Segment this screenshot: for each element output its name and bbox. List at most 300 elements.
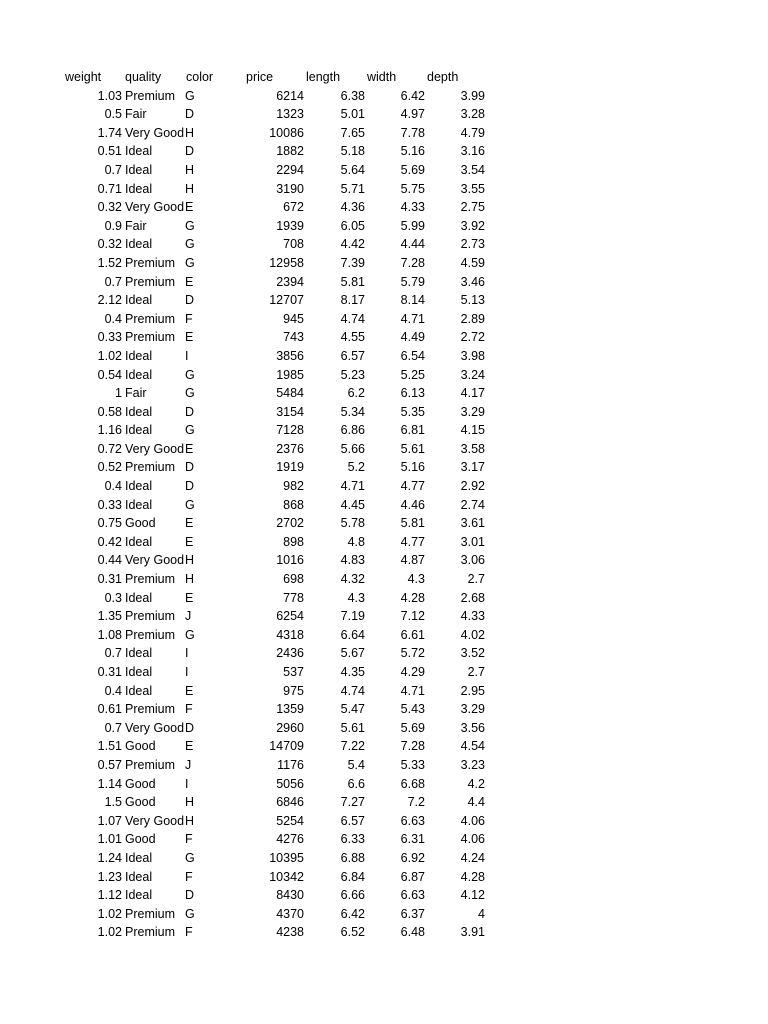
color-cell: G	[185, 218, 195, 233]
depth-cell: 3.29	[460, 404, 485, 419]
price-cell: 1985	[276, 367, 304, 382]
weight-cell: 1.03	[97, 88, 122, 103]
color-cell: H	[185, 572, 195, 587]
price-cell: 708	[283, 237, 304, 252]
table-row	[0, 254, 768, 273]
price-cell: 5254	[276, 813, 304, 828]
depth-cell: 4.4	[467, 795, 485, 810]
color-cell: H	[185, 125, 195, 140]
color-cell: D	[185, 460, 195, 475]
depth-cell: 2.89	[460, 311, 485, 326]
price-cell: 2294	[276, 162, 304, 177]
price-cell: 698	[283, 572, 304, 587]
table-row	[0, 124, 768, 143]
table-row	[0, 644, 768, 663]
price-cell: 4318	[276, 627, 304, 642]
width-cell: 4.44	[400, 237, 425, 252]
table-row	[0, 161, 768, 180]
depth-cell: 3.56	[460, 720, 485, 735]
weight-cell: 0.42	[97, 534, 122, 549]
weight-cell: 0.52	[97, 460, 122, 475]
table-row	[0, 775, 768, 794]
depth-cell: 3.99	[460, 88, 485, 103]
width-cell: 5.69	[400, 720, 425, 735]
width-cell: 5.79	[400, 274, 425, 289]
depth-cell: 4.24	[460, 850, 485, 865]
depth-cell: 3.92	[460, 218, 485, 233]
price-cell: 975	[283, 683, 304, 698]
quality-cell: Good	[125, 795, 156, 810]
width-cell: 5.81	[400, 516, 425, 531]
depth-cell: 4	[478, 906, 485, 921]
width-cell: 6.13	[400, 386, 425, 401]
table-row	[0, 328, 768, 347]
quality-cell: Premium	[125, 906, 176, 921]
depth-cell: 3.61	[460, 516, 485, 531]
width-cell: 4.77	[400, 479, 425, 494]
width-cell: 5.43	[400, 702, 425, 717]
table-row	[0, 440, 768, 459]
header-quality: quality	[125, 70, 162, 84]
depth-cell: 3.98	[460, 348, 485, 363]
width-cell: 5.72	[400, 646, 425, 661]
header-width: width	[367, 70, 397, 84]
price-cell: 5484	[276, 386, 304, 401]
length-cell: 4.42	[340, 237, 365, 252]
color-cell: D	[185, 107, 195, 122]
price-cell: 1882	[276, 144, 304, 159]
price-cell: 6254	[276, 609, 304, 624]
header-price: price	[246, 70, 274, 84]
width-cell: 4.46	[400, 497, 425, 512]
header-row	[0, 68, 768, 87]
length-cell: 6.88	[340, 850, 365, 865]
length-cell: 5.81	[340, 274, 365, 289]
price-cell: 10342	[269, 869, 304, 884]
length-cell: 5.34	[340, 404, 365, 419]
price-cell: 537	[283, 665, 304, 679]
table-row	[0, 663, 768, 682]
width-cell: 5.16	[400, 460, 425, 475]
price-cell: 5056	[276, 776, 304, 791]
weight-cell: 0.57	[97, 757, 122, 772]
quality-cell: Premium	[125, 88, 176, 103]
table-row	[0, 496, 768, 515]
length-cell: 5.61	[340, 720, 365, 735]
price-cell: 3856	[276, 348, 304, 363]
weight-cell: 0.32	[97, 200, 122, 215]
weight-cell: 0.7	[104, 162, 122, 177]
table-row	[0, 310, 768, 329]
quality-cell: Ideal	[125, 162, 153, 177]
depth-cell: 3.58	[460, 441, 485, 456]
color-cell: G	[185, 423, 195, 438]
color-cell: H	[185, 162, 195, 177]
weight-cell: 0.32	[97, 237, 122, 252]
weight-cell: 0.33	[97, 330, 122, 345]
price-cell: 1919	[276, 460, 304, 475]
color-cell: E	[185, 534, 194, 549]
header-length: length	[306, 70, 341, 84]
length-cell: 6.2	[347, 386, 365, 401]
weight-cell: 1.02	[97, 348, 122, 363]
depth-cell: 2.7	[467, 572, 485, 587]
width-cell: 5.33	[400, 757, 425, 772]
weight-cell: 1.51	[97, 739, 122, 754]
table-row	[0, 551, 768, 570]
price-cell: 4370	[276, 906, 304, 921]
color-cell: H	[185, 553, 195, 568]
width-cell: 6.87	[400, 869, 425, 884]
length-cell: 5.71	[340, 181, 365, 196]
price-cell: 2702	[276, 516, 304, 531]
depth-cell: 4.54	[460, 739, 485, 754]
table-row	[0, 923, 768, 942]
width-cell: 6.63	[400, 888, 425, 903]
table-row	[0, 458, 768, 477]
depth-cell: 2.95	[460, 683, 485, 698]
price-cell: 12958	[269, 255, 304, 270]
table-row	[0, 570, 768, 589]
color-cell: E	[185, 330, 194, 345]
depth-cell: 2.73	[460, 237, 485, 252]
quality-cell: Ideal	[125, 590, 153, 605]
depth-cell: 4.33	[460, 609, 485, 624]
color-cell: G	[185, 237, 195, 252]
table-row	[0, 105, 768, 124]
price-cell: 1359	[276, 702, 304, 717]
weight-cell: 0.31	[97, 665, 122, 679]
price-cell: 2376	[276, 441, 304, 456]
price-cell: 6846	[276, 795, 304, 810]
header-color: color	[186, 70, 214, 84]
weight-cell: 0.4	[104, 479, 122, 494]
table-row	[0, 830, 768, 849]
width-cell: 5.69	[400, 162, 425, 177]
quality-cell: Good	[125, 832, 156, 847]
color-cell: E	[185, 683, 194, 698]
length-cell: 5.2	[347, 460, 365, 475]
color-cell: D	[185, 720, 195, 735]
quality-cell: Good	[125, 516, 156, 531]
width-cell: 4.97	[400, 107, 425, 122]
table-row	[0, 87, 768, 106]
depth-cell: 3.54	[460, 162, 485, 177]
width-cell: 4.87	[400, 553, 425, 568]
quality-cell: Premium	[125, 311, 176, 326]
length-cell: 6.05	[340, 218, 365, 233]
length-cell: 5.78	[340, 516, 365, 531]
length-cell: 6.38	[340, 88, 365, 103]
length-cell: 4.3	[347, 590, 365, 605]
table-row	[0, 273, 768, 292]
quality-cell: Premium	[125, 757, 176, 772]
color-cell: F	[185, 832, 193, 847]
length-cell: 8.17	[340, 293, 365, 308]
depth-cell: 3.28	[460, 107, 485, 122]
depth-cell: 4.06	[460, 832, 485, 847]
weight-cell: 2.12	[97, 293, 122, 308]
table-row	[0, 180, 768, 199]
table-row	[0, 403, 768, 422]
header-depth: depth	[427, 70, 459, 84]
width-cell: 6.81	[400, 423, 425, 438]
length-cell: 4.45	[340, 497, 365, 512]
quality-cell: Premium	[125, 925, 176, 940]
width-cell: 7.2	[407, 795, 425, 810]
color-cell: D	[185, 404, 195, 419]
depth-cell: 3.01	[460, 534, 485, 549]
width-cell: 4.71	[400, 311, 425, 326]
quality-cell: Premium	[125, 627, 176, 642]
length-cell: 4.71	[340, 479, 365, 494]
price-cell: 3190	[276, 181, 304, 196]
depth-cell: 3.29	[460, 702, 485, 717]
table-row	[0, 626, 768, 645]
length-cell: 4.74	[340, 683, 365, 698]
color-cell: J	[185, 609, 192, 624]
weight-cell: 0.4	[104, 311, 122, 326]
color-cell: D	[185, 888, 195, 903]
color-cell: E	[185, 274, 194, 289]
weight-cell: 0.7	[104, 274, 122, 289]
width-cell: 7.78	[400, 125, 425, 140]
width-cell: 6.63	[400, 813, 425, 828]
price-cell: 898	[283, 534, 304, 549]
length-cell: 7.27	[340, 795, 365, 810]
length-cell: 6.84	[340, 869, 365, 884]
color-cell: E	[185, 200, 194, 215]
width-cell: 6.68	[400, 776, 425, 791]
color-cell: I	[185, 665, 189, 679]
length-cell: 7.65	[340, 125, 365, 140]
price-cell: 4238	[276, 925, 304, 940]
width-cell: 4.49	[400, 330, 425, 345]
price-cell: 2960	[276, 720, 304, 735]
length-cell: 6.57	[340, 813, 365, 828]
color-cell: F	[185, 925, 193, 940]
quality-cell: Ideal	[125, 497, 153, 512]
weight-cell: 1.16	[97, 423, 122, 438]
price-cell: 2436	[276, 646, 304, 661]
length-cell: 6.33	[340, 832, 365, 847]
width-cell: 6.37	[400, 906, 425, 921]
width-cell: 6.48	[400, 925, 425, 940]
weight-cell: 0.7	[104, 646, 122, 661]
price-cell: 868	[283, 497, 304, 512]
table-row	[0, 756, 768, 775]
width-cell: 4.33	[400, 200, 425, 215]
depth-cell: 2.72	[460, 330, 485, 345]
weight-cell: 0.31	[97, 572, 122, 587]
quality-cell: Ideal	[125, 237, 153, 252]
length-cell: 7.22	[340, 739, 365, 754]
depth-cell: 3.52	[460, 646, 485, 661]
weight-cell: 1.01	[97, 832, 122, 847]
price-cell: 7128	[276, 423, 304, 438]
width-cell: 6.31	[400, 832, 425, 847]
quality-cell: Fair	[125, 386, 147, 401]
depth-cell: 4.06	[460, 813, 485, 828]
length-cell: 6.6	[347, 776, 365, 791]
color-cell: E	[185, 739, 194, 754]
weight-cell: 0.75	[97, 516, 122, 531]
quality-cell: Very Good	[125, 720, 185, 735]
color-cell: G	[185, 906, 195, 921]
price-cell: 1176	[277, 757, 304, 772]
weight-cell: 1.08	[97, 627, 122, 642]
quality-cell: Ideal	[125, 888, 153, 903]
table-row	[0, 235, 768, 254]
color-cell: G	[185, 255, 195, 270]
length-cell: 5.66	[340, 441, 365, 456]
price-cell: 982	[283, 479, 304, 494]
table-row	[0, 217, 768, 236]
quality-cell: Very Good	[125, 813, 185, 828]
price-cell: 672	[283, 200, 304, 215]
price-cell: 12707	[269, 293, 304, 308]
table-row	[0, 421, 768, 440]
quality-cell: Ideal	[125, 367, 153, 382]
price-cell: 3154	[276, 404, 304, 419]
depth-cell: 3.46	[460, 274, 485, 289]
depth-cell: 4.59	[460, 255, 485, 270]
depth-cell: 3.23	[460, 757, 485, 772]
price-cell: 2394	[276, 274, 304, 289]
price-cell: 1939	[276, 218, 304, 233]
quality-cell: Premium	[125, 702, 176, 717]
depth-cell: 4.28	[460, 869, 485, 884]
table-row	[0, 607, 768, 626]
depth-cell: 3.55	[460, 181, 485, 196]
price-cell: 4276	[276, 832, 304, 847]
color-cell: H	[185, 795, 195, 810]
color-cell: I	[185, 776, 189, 791]
width-cell: 4.77	[400, 534, 425, 549]
quality-cell: Ideal	[125, 181, 153, 196]
color-cell: E	[185, 441, 194, 456]
weight-cell: 1.24	[97, 850, 122, 865]
quality-cell: Fair	[125, 218, 147, 233]
quality-cell: Very Good	[125, 553, 185, 568]
price-cell: 1323	[276, 107, 304, 122]
width-cell: 4.28	[400, 590, 425, 605]
weight-cell: 1.74	[97, 125, 122, 140]
quality-cell: Ideal	[125, 850, 153, 865]
weight-cell: 1.02	[97, 906, 122, 921]
color-cell: J	[185, 757, 192, 772]
table-row	[0, 868, 768, 887]
quality-cell: Ideal	[125, 404, 153, 419]
length-cell: 6.42	[340, 906, 365, 921]
table-row	[0, 142, 768, 161]
weight-cell: 1.02	[97, 925, 122, 940]
quality-cell: Premium	[125, 330, 176, 345]
quality-cell: Ideal	[125, 683, 153, 698]
length-cell: 5.67	[340, 646, 365, 661]
length-cell: 5.23	[340, 367, 365, 382]
depth-cell: 4.12	[460, 888, 485, 903]
width-cell: 7.28	[400, 255, 425, 270]
quality-cell: Ideal	[125, 144, 153, 159]
weight-cell: 0.54	[97, 367, 122, 382]
table-row	[0, 849, 768, 868]
weight-cell: 1.52	[97, 255, 122, 270]
depth-cell: 2.74	[460, 497, 485, 512]
price-cell: 10395	[269, 850, 304, 865]
color-cell: D	[185, 479, 195, 494]
table-body	[0, 87, 768, 942]
length-cell: 4.8	[347, 534, 365, 549]
weight-cell: 0.44	[97, 553, 122, 568]
length-cell: 6.52	[340, 925, 365, 940]
table-row	[0, 682, 768, 701]
table-row	[0, 198, 768, 217]
length-cell: 5.64	[340, 162, 365, 177]
weight-cell: 0.7	[104, 720, 122, 735]
weight-cell: 1.35	[97, 609, 122, 624]
depth-cell: 4.15	[460, 423, 485, 438]
price-cell: 8430	[276, 888, 304, 903]
color-cell: I	[185, 646, 189, 661]
color-cell: G	[185, 367, 195, 382]
quality-cell: Ideal	[125, 534, 153, 549]
width-cell: 5.16	[400, 144, 425, 159]
width-cell: 6.54	[400, 348, 425, 363]
price-cell: 14709	[269, 739, 304, 754]
depth-cell: 4.17	[460, 386, 485, 401]
depth-cell: 3.17	[460, 460, 485, 475]
depth-cell: 3.06	[460, 553, 485, 568]
quality-cell: Ideal	[125, 646, 153, 661]
width-cell: 6.42	[400, 88, 425, 103]
table-row	[0, 514, 768, 533]
weight-cell: 0.58	[97, 404, 122, 419]
length-cell: 4.36	[340, 200, 365, 215]
quality-cell: Ideal	[125, 665, 153, 679]
table-row	[0, 905, 768, 924]
table-row	[0, 477, 768, 496]
weight-cell: 0.51	[97, 144, 122, 159]
width-cell: 7.28	[400, 739, 425, 754]
price-cell: 1016	[276, 553, 304, 568]
quality-cell: Premium	[125, 255, 176, 270]
width-cell: 4.71	[400, 683, 425, 698]
length-cell: 4.83	[340, 553, 365, 568]
table-row	[0, 793, 768, 812]
color-cell: H	[185, 181, 195, 196]
table-row	[0, 719, 768, 738]
depth-cell: 2.92	[460, 479, 485, 494]
color-cell: D	[185, 144, 195, 159]
weight-cell: 0.71	[97, 181, 122, 196]
quality-cell: Premium	[125, 572, 176, 587]
depth-cell: 2.7	[467, 665, 485, 679]
depth-cell: 3.91	[460, 925, 485, 940]
weight-cell: 1.5	[104, 795, 122, 810]
price-cell: 945	[283, 311, 304, 326]
length-cell: 7.39	[340, 255, 365, 270]
length-cell: 5.47	[340, 702, 365, 717]
depth-cell: 4.2	[467, 776, 485, 791]
length-cell: 4.55	[340, 330, 365, 345]
depth-cell: 4.02	[460, 627, 485, 642]
width-cell: 5.61	[400, 441, 425, 456]
depth-cell: 5.13	[460, 293, 485, 308]
width-cell: 5.25	[400, 367, 425, 382]
color-cell: E	[185, 590, 194, 605]
table-row	[0, 589, 768, 608]
